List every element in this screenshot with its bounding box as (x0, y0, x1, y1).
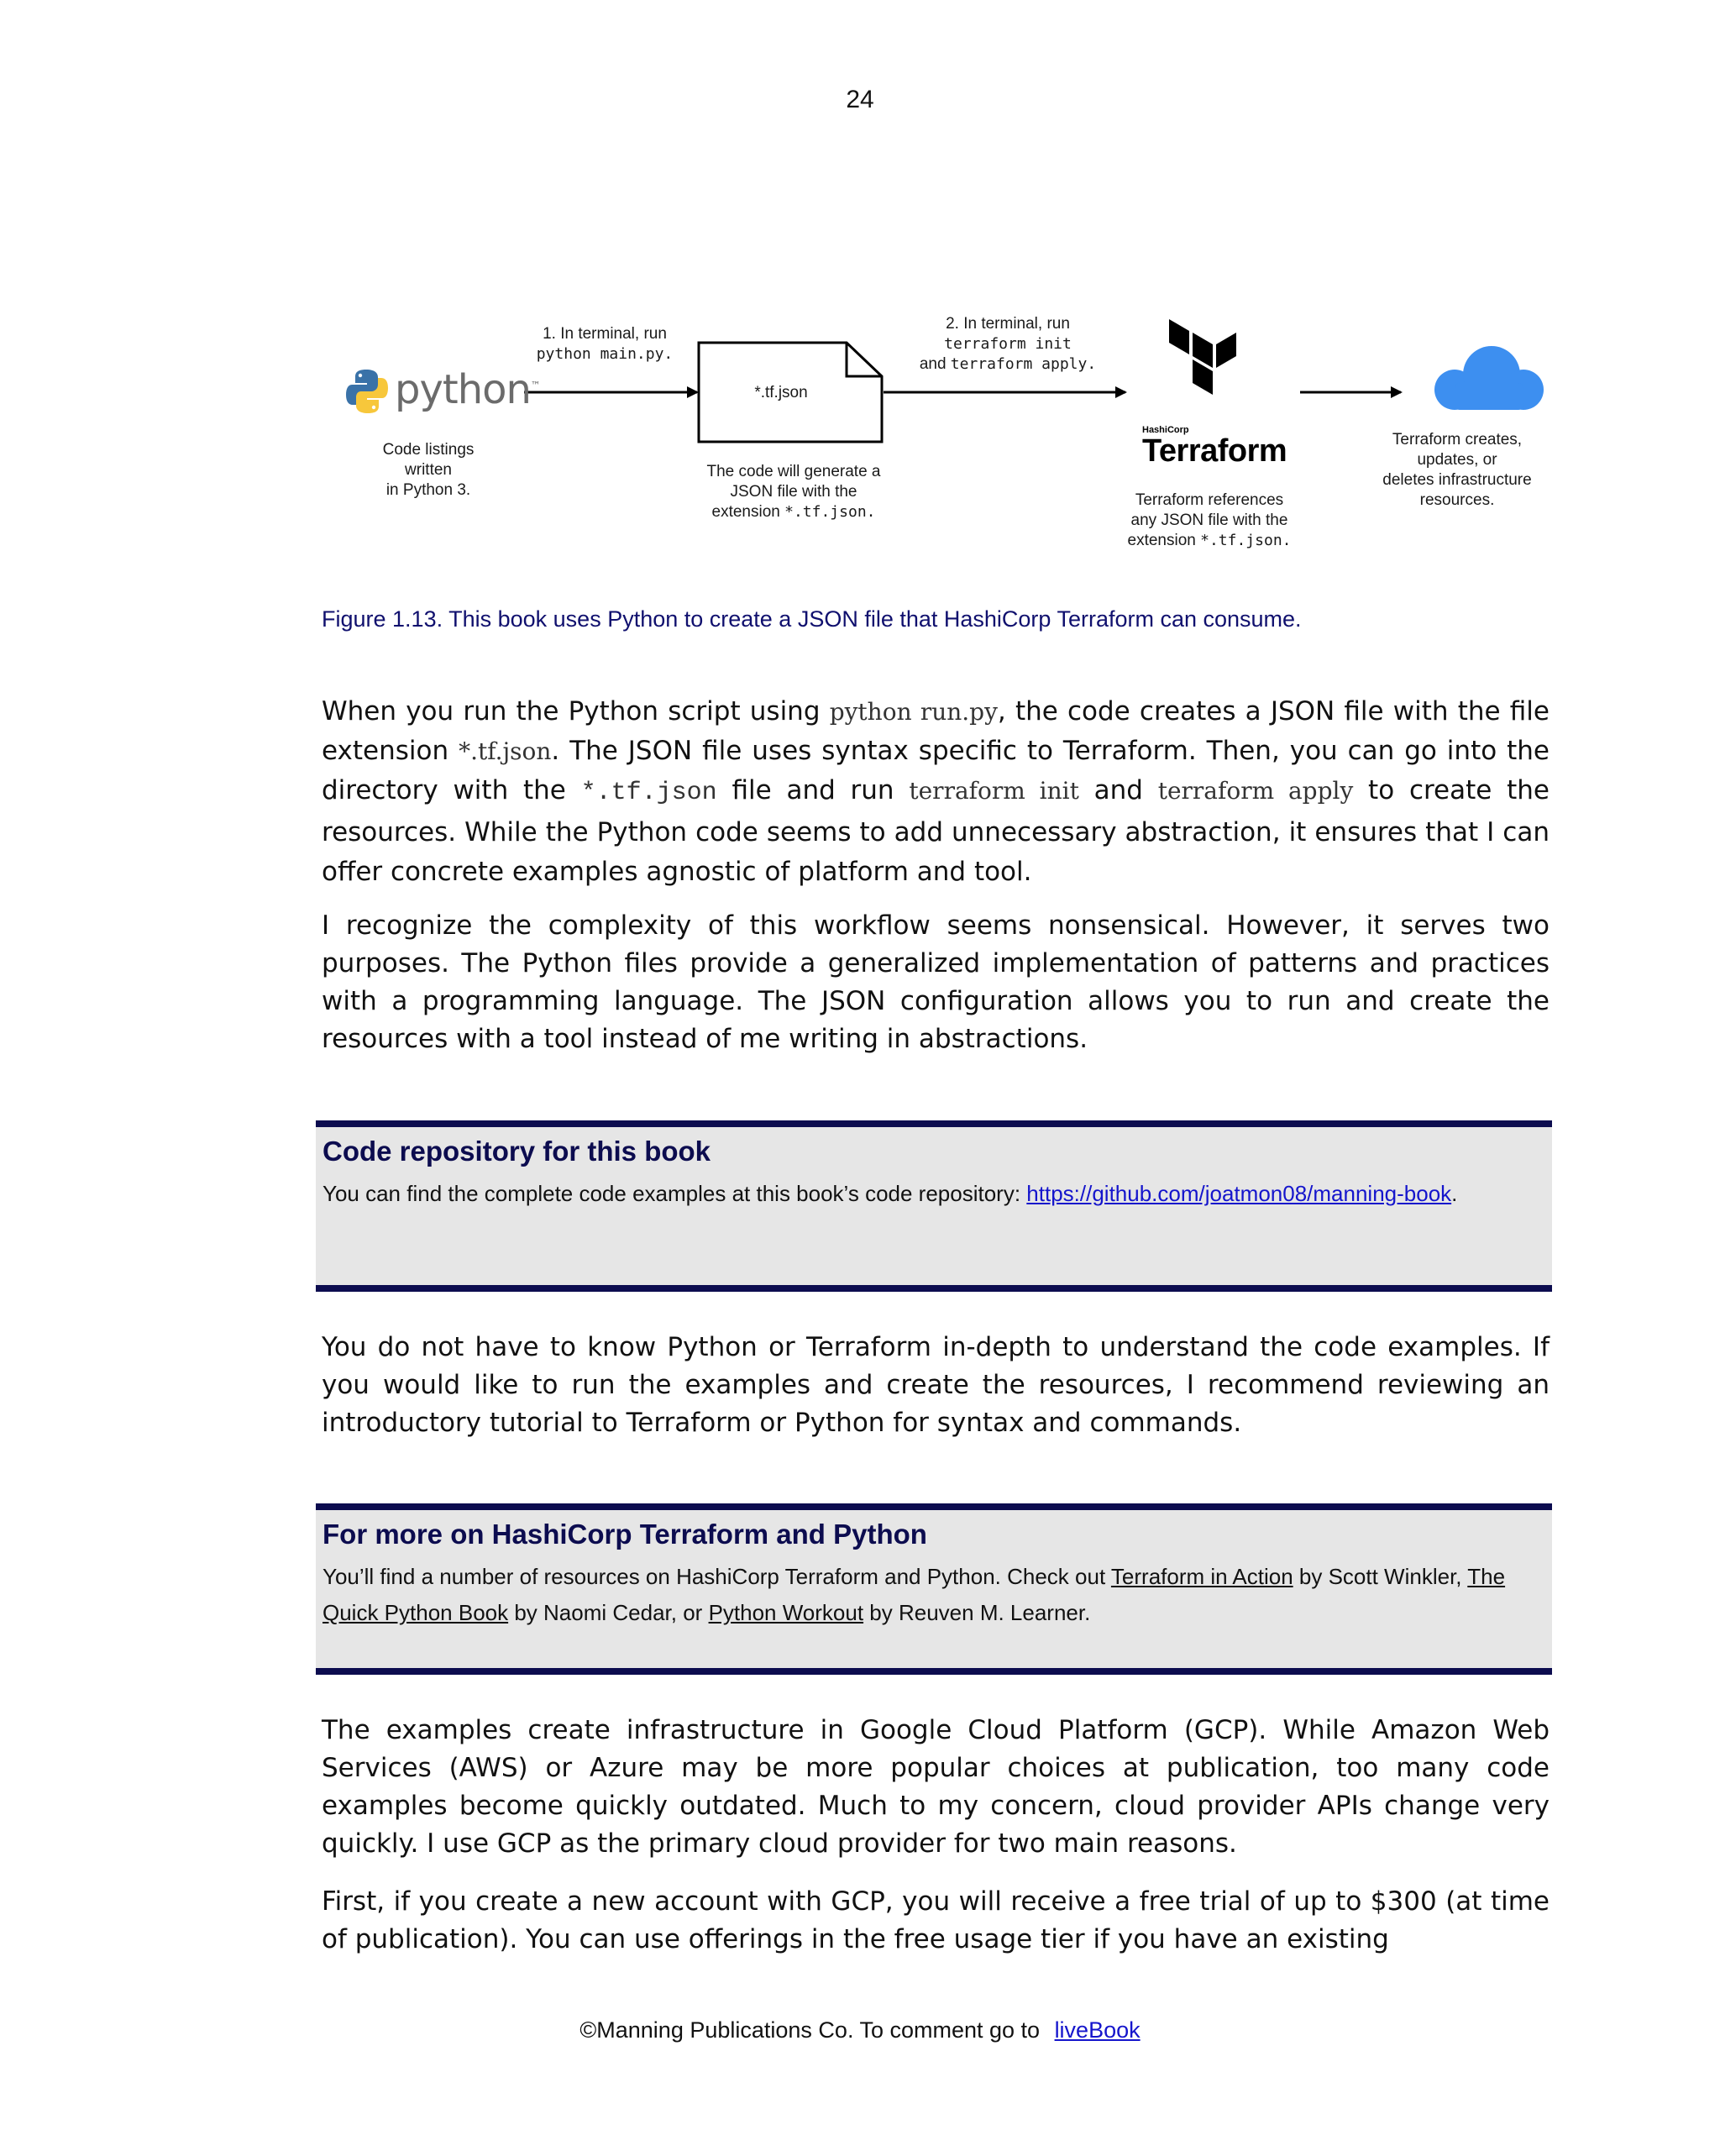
paragraph-5: First, if you create a new account with GCP, you will receive a free trial of up to $300 (at time of publication). You can use offerings in the free usage tier if you have an existing (322, 1886, 1550, 1954)
inline-code: terraform init (909, 777, 1079, 805)
inline-code: *.tf.json (580, 779, 717, 807)
step-1-label: 1. In terminal, run python main.py. (536, 325, 674, 363)
livebook-link[interactable]: liveBook (1054, 2017, 1141, 2043)
hashicorp-label: HashiCorp (1142, 425, 1189, 435)
inline-code: terraform apply (1157, 777, 1354, 805)
callout-title: For more on HashiCorp Terraform and Python (322, 1519, 927, 1550)
page-footer: ©Manning Publications Co. To comment go to liveBook (579, 2017, 1141, 2043)
step-2-label: 2. In terminal, run terraform init and terraform apply. (919, 315, 1097, 373)
book-link-quick-python-book[interactable]: The Quick Python Book (322, 1564, 1506, 1625)
inline-code: python run.py (829, 698, 998, 726)
cloud-caption: Terraform creates, updates, or deletes infrastructure resources. (1382, 431, 1532, 509)
callout-body: You’ll find a number of resources on HashiCorp Terraform and Python. Check out Terraform in Action by Scott Winkler, The Quick Python Book by Naomi Cedar, or Python Workout by Reuven M. Learner. (322, 1564, 1506, 1625)
page-number: 24 (846, 86, 874, 113)
paragraph-3: You do not have to know Python or Terraform in-depth to understand the code examples. If you would like to run the examples and create the resources, I recommend reviewing an introductory tutorial to Terraform or Python for syntax and commands. (322, 1332, 1550, 1438)
callout-title: Code repository for this book (322, 1136, 711, 1167)
book-link-python-workout[interactable]: Python Workout (708, 1600, 864, 1625)
paragraph-2: I recognize the complexity of this workflow seems nonsensical. However, it serves two purposes. The Python files provide a generalized implementation of patterns and practices with a programming language. The JSON configuration allows you to run and create the resources with a tool instead of me writing in abstractions. (322, 910, 1550, 1054)
workflow-figure (319, 302, 1579, 571)
callout-code-repository (316, 1120, 1552, 1292)
terraform-logo-icon (1169, 319, 1236, 395)
book-link-terraform-in-action[interactable]: Terraform in Action (1110, 1564, 1293, 1589)
file-label: *.tf.json (754, 384, 808, 401)
paragraph-4: The examples create infrastructure in Google Cloud Platform (GCP). While Amazon Web Services (AWS) or Azure may be more popular choices at publication, too many code examples become quickly outdated. Much to my concern, cloud provider APIs change very quickly. I use GCP as the primary cloud provider for two main reasons. (322, 1715, 1550, 1859)
figure-caption: Figure 1.13. This book uses Python to create a JSON file that HashiCorp Terraform can consume. (322, 606, 1302, 632)
terraform-caption: Terraform references any JSON file with the extension *.tf.json. (1127, 491, 1292, 549)
repo-link[interactable]: https://github.com/joatmon08/manning-book (1026, 1181, 1452, 1206)
inline-code: *.tf.json (459, 737, 552, 765)
paragraph-1: When you run the Python script using python run.py, the code creates a JSON file with the file extension *.tf.json. The JSON file uses syntax specific to Terraform. Then, you can go into the directory with the *.tf.json file and run terraform init and terraform apply to create the resources. While the Python code seems to add unnecessary abstraction, it ensures that I can offer concrete examples agnostic of platform and tool. (322, 696, 1550, 887)
terraform-wordmark: Terraform (1142, 433, 1287, 469)
python-logo-icon (346, 370, 388, 413)
callout-more-resources (316, 1503, 1552, 1675)
python-caption: Code listings written in Python 3. (382, 441, 475, 499)
python-wordmark: python™ (395, 366, 540, 413)
json-caption: The code will generate a JSON file with the extension *.tf.json. (706, 463, 881, 521)
callout-body: You can find the complete code examples at this book’s code repository: https://github.com/joatmon08/manning-book. (322, 1181, 1458, 1206)
cloud-icon (1434, 346, 1544, 410)
